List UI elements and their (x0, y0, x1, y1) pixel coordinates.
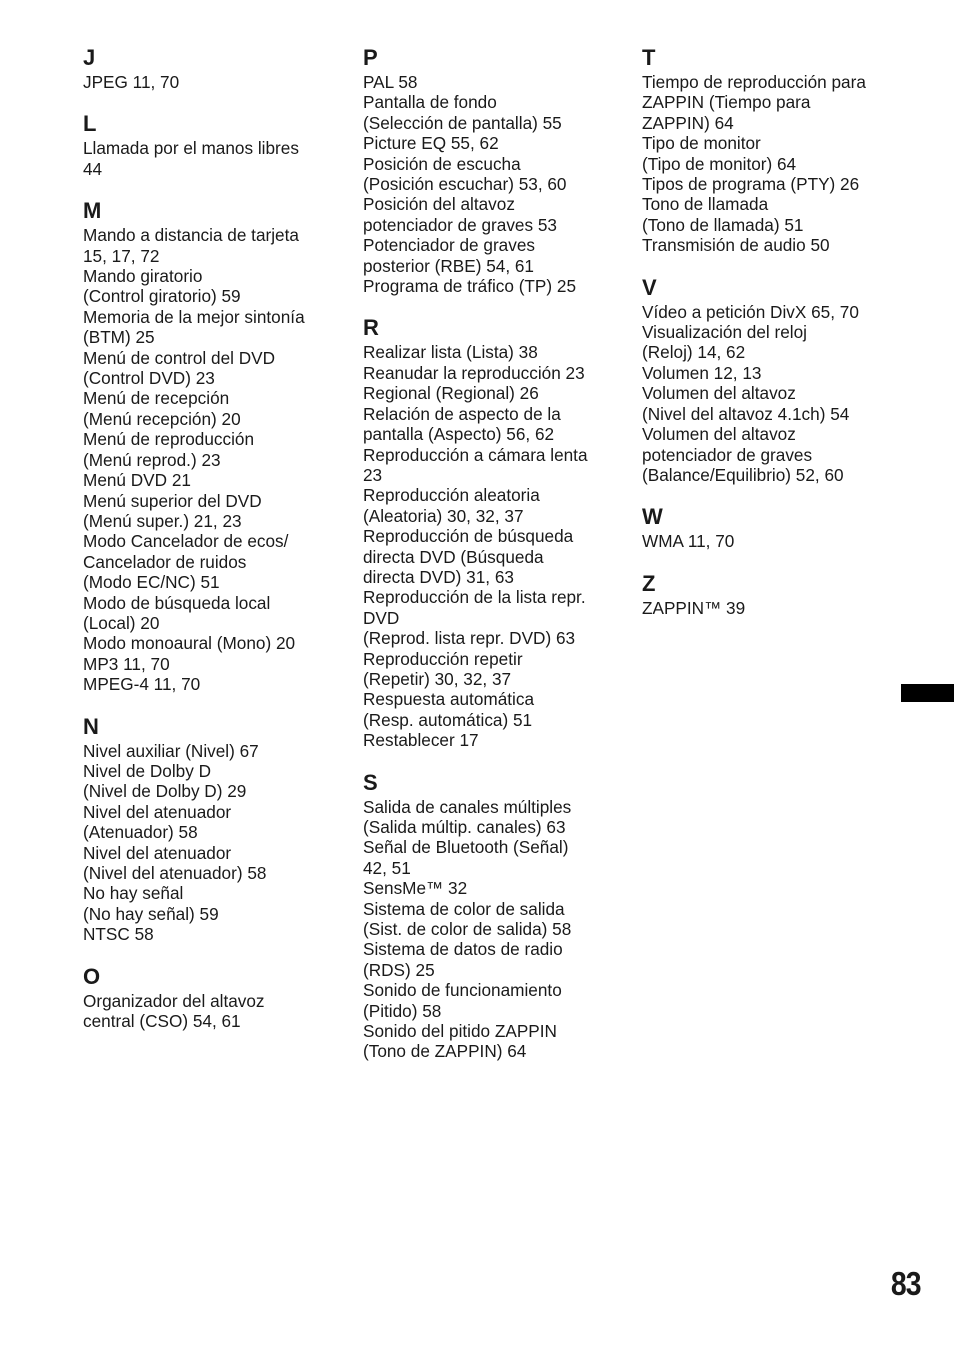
index-entry-list (83, 72, 345, 92)
page-number: 83 (891, 1265, 921, 1302)
index-entry-line: (Selección de pantalla) 55 (363, 112, 562, 133)
index-entry-line: SensMe™ 32 (363, 878, 468, 899)
index-entry-line: Modo monoaural (Mono) 20 (83, 633, 296, 654)
index-entry-line: Relación de aspecto de la (363, 403, 561, 424)
index-entry-line: MP3 11, 70 (83, 653, 170, 674)
section-letter-heading: P (363, 45, 378, 70)
index-entry-line: Reproducción a cámara lenta (363, 444, 588, 465)
index-entry-line: Tiempo de reproducción para (642, 72, 866, 92)
section-letter-heading: W (642, 504, 663, 530)
index-entry-line: Transmisión de audio 50 (642, 235, 830, 256)
index-entry-line: Nivel auxiliar (Nivel) 67 (83, 740, 259, 761)
index-entry-line: Organizador del altavoz (83, 990, 265, 1011)
index-entry-line: (Pitido) 58 (363, 1000, 442, 1021)
section-letter-heading: J (83, 45, 96, 70)
index-entry-line: (RDS) 25 (363, 959, 435, 980)
index-entry-list (642, 302, 892, 486)
index-entry-line: Cancelador de ruidos (83, 551, 247, 572)
index-entry-line: ZAPPIN™ 39 (642, 597, 746, 618)
index-entry-line: Menú DVD 21 (83, 470, 191, 491)
thumb-index-tab (901, 684, 954, 702)
index-entry-list (363, 72, 613, 296)
index-entry-line: Reproducción repetir (363, 648, 523, 669)
index-entry-line: Memoria de la mejor sintonía (83, 306, 305, 327)
index-entry-line: pantalla (Aspecto) 56, 62 (363, 424, 555, 445)
section-letter-heading: L (83, 111, 97, 137)
index-entry-line: Volumen del altavoz (642, 424, 796, 445)
index-section-v (642, 274, 892, 486)
section-letter-heading: R (363, 315, 379, 341)
index-entry-line: Menú de reproducción (83, 429, 255, 450)
index-entry-line: (Control DVD) 23 (83, 368, 215, 389)
index-section-j (83, 44, 345, 92)
index-entry-line: DVD (363, 607, 400, 628)
index-entry-line: MPEG-4 11, 70 (83, 674, 201, 695)
index-entry-line: Nivel del atenuador (83, 842, 232, 863)
index-entry-line: (Posición escuchar) 53, 60 (363, 174, 567, 195)
index-entry-line: posterior (RBE) 54, 61 (363, 255, 534, 276)
index-entry-line: Nivel de Dolby D (83, 760, 211, 781)
index-entry-line: central (CSO) 54, 61 (83, 1011, 241, 1032)
index-entry-list (83, 138, 345, 179)
index-entry-line: Señal de Bluetooth (Señal) (363, 837, 569, 858)
index-entry-line: potenciador de graves 53 (363, 214, 557, 235)
index-entry-line: (Nivel de Dolby D) 29 (83, 781, 247, 802)
index-entry-line: Volumen 12, 13 (642, 362, 762, 383)
section-letter-heading: N (83, 713, 99, 739)
index-entry-line: (Reprod. lista repr. DVD) 63 (363, 628, 576, 649)
index-section-s (363, 769, 613, 1062)
index-entry-line: (Salida múltip. canales) 63 (363, 817, 566, 837)
index-entry-line: (Tono de llamada) 51 (642, 214, 804, 235)
index-entry-list (363, 342, 613, 750)
index-entry-line: Mando a distancia de tarjeta (83, 225, 299, 246)
index-entry-line: Sistema de color de salida (363, 898, 565, 919)
index-entry-line: 42, 51 (363, 857, 411, 878)
index-section-z (642, 570, 892, 618)
index-entry-line: Tipos de programa (PTY) 26 (642, 174, 860, 195)
index-entry-line: (Tono de ZAPPIN) 64 (363, 1041, 527, 1062)
index-entry-line: 23 (363, 464, 383, 485)
index-section-l (83, 110, 345, 179)
index-entry-list (642, 598, 892, 618)
index-entry-line: Pantalla de fondo (363, 92, 497, 113)
index-entry-line: Restablecer 17 (363, 730, 479, 751)
index-entry-line: Sonido del pitido ZAPPIN (363, 1021, 557, 1042)
index-section-o (83, 963, 345, 1032)
index-entry-line: Potenciador de graves (363, 235, 535, 256)
index-entry-line: Llamada por el manos libres (83, 138, 299, 159)
index-entry-line: Volumen del altavoz (642, 383, 796, 404)
index-entry-list (83, 741, 345, 945)
index-entry-line: (Menú recepción) 20 (83, 408, 241, 429)
section-letter-heading: M (83, 198, 102, 224)
index-section-r (363, 314, 613, 750)
index-entry-line: Reproducción de la lista repr. (363, 587, 586, 608)
index-section-p (363, 44, 613, 296)
index-entry-line: (No hay señal) 59 (83, 903, 219, 924)
index-entry-line: directa DVD (Búsqueda (363, 546, 544, 567)
index-entry-line: (Reloj) 14, 62 (642, 342, 746, 363)
index-entry-line: (Menú super.) 21, 23 (83, 510, 242, 531)
index-entry-line: Regional (Regional) 26 (363, 383, 539, 404)
index-entry-line: 44 (83, 158, 103, 179)
index-entry-line: Reanudar la reproducción 23 (363, 362, 585, 383)
index-entry-line: ZAPPIN (Tiempo para (642, 92, 811, 113)
index-entry-line: Menú superior del DVD (83, 490, 262, 511)
index-entry-list (83, 991, 345, 1032)
index-entry-line: PAL 58 (363, 72, 418, 92)
index-entry-list (642, 72, 892, 256)
index-entry-line: Posición de escucha (363, 153, 521, 174)
index-entry-line: Tono de llamada (642, 194, 769, 215)
index-entry-line: No hay señal (83, 883, 184, 904)
index-entry-line: Mando giratorio (83, 266, 203, 287)
index-entry-line: Sistema de datos de radio (363, 939, 563, 960)
index-entry-line: (Balance/Equilibrio) 52, 60 (642, 464, 844, 485)
index-entry-line: (Aleatoria) 30, 32, 37 (363, 505, 524, 526)
section-letter-heading: V (642, 274, 657, 300)
index-entry-line: Tipo de monitor (642, 133, 761, 154)
index-entry-line: Programa de tráfico (TP) 25 (363, 276, 577, 297)
index-entry-line: (Menú reprod.) 23 (83, 449, 221, 470)
index-entry-line: Visualización del reloj (642, 322, 807, 343)
index-entry-line: Posición del altavoz (363, 194, 515, 215)
section-letter-heading: S (363, 769, 378, 795)
index-entry-line: Reproducción de búsqueda (363, 526, 574, 547)
section-letter-heading: T (642, 45, 656, 70)
index-entry-line: (Control giratorio) 59 (83, 286, 241, 307)
index-entry-line: potenciador de graves (642, 444, 813, 465)
index-column-3 (642, 44, 892, 636)
index-entry-line: NTSC 58 (83, 924, 154, 945)
index-entry-line: JPEG 11, 70 (83, 72, 180, 92)
index-entry-line: Modo de búsqueda local (83, 592, 271, 613)
index-entry-line: (BTM) 25 (83, 327, 155, 348)
index-entry-line: (Nivel del atenuador) 58 (83, 863, 267, 883)
index-entry-line: Modo Cancelador de ecos/ (83, 531, 289, 552)
index-entry-line: (Atenuador) 58 (83, 822, 198, 843)
index-entry-line: 15, 17, 72 (83, 245, 160, 266)
index-entry-line: (Sist. de color de salida) 58 (363, 919, 572, 940)
index-entry-line: (Local) 20 (83, 612, 160, 633)
index-entry-line: (Tipo de monitor) 64 (642, 153, 797, 174)
index-entry-line: (Nivel del altavoz 4.1ch) 54 (642, 403, 850, 424)
index-entry-line: WMA 11, 70 (642, 531, 735, 552)
index-entry-line: Sonido de funcionamiento (363, 980, 562, 1001)
index-column-2 (363, 44, 613, 1080)
index-entry-line: Salida de canales múltiples (363, 796, 572, 817)
index-entry-list (642, 531, 892, 551)
index-section-t (642, 44, 892, 256)
index-entry-line: Menú de recepción (83, 388, 230, 409)
index-entry-line: Realizar lista (Lista) 38 (363, 342, 538, 363)
index-entry-line: Picture EQ 55, 62 (363, 133, 499, 154)
section-letter-heading: Z (642, 570, 656, 596)
index-section-m (83, 197, 345, 694)
index-entry-line: Nivel del atenuador (83, 801, 232, 822)
index-entry-line: ZAPPIN) 64 (642, 112, 734, 133)
index-section-w (642, 503, 892, 551)
index-section-n (83, 713, 345, 945)
index-entry-line: Menú de control del DVD (83, 347, 276, 368)
section-letter-heading: O (83, 963, 101, 989)
index-entry-line: Respuesta automática (363, 689, 535, 710)
index-column-1 (83, 44, 345, 1049)
index-entry-list (363, 797, 613, 1062)
index-entry-line: directa DVD) 31, 63 (363, 566, 514, 587)
index-entry-line: Reproducción aleatoria (363, 485, 540, 506)
index-entry-line: (Modo EC/NC) 51 (83, 572, 220, 593)
index-entry-line: (Repetir) 30, 32, 37 (363, 668, 512, 689)
index-entry-line: Vídeo a petición DivX 65, 70 (642, 301, 859, 322)
index-entry-line: (Resp. automática) 51 (363, 709, 533, 730)
index-entry-list (83, 225, 345, 694)
